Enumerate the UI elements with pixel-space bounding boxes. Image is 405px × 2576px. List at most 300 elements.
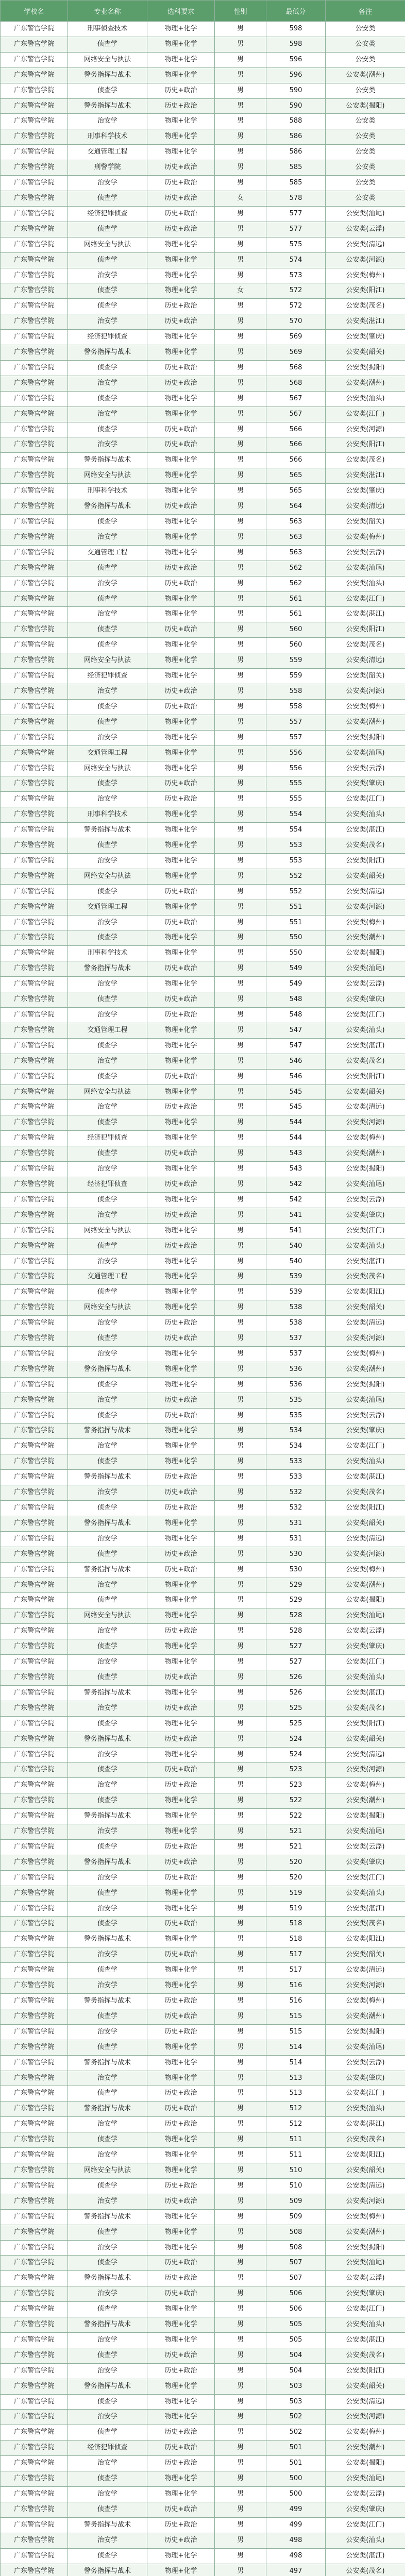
cell-school: 广东警官学院 bbox=[1, 1670, 68, 1685]
cell-note: 公安类(韶关) bbox=[326, 669, 405, 684]
table-row bbox=[1, 1008, 405, 1023]
cell-major: 治安学 bbox=[68, 2286, 147, 2302]
cell-note: 公安类(韶关) bbox=[326, 1516, 405, 1531]
cell-subjects: 物理+化学 bbox=[147, 67, 215, 83]
cell-subjects: 物理+化学 bbox=[147, 669, 215, 684]
cell-min-score: 517 bbox=[266, 1947, 326, 1963]
table-row bbox=[1, 2332, 405, 2348]
table-row bbox=[1, 900, 405, 915]
cell-subjects: 物理+化学 bbox=[147, 2394, 215, 2410]
cell-min-score: 549 bbox=[266, 961, 326, 977]
cell-min-score: 532 bbox=[266, 1501, 326, 1516]
table-row bbox=[1, 1054, 405, 1069]
cell-major: 警务指挥与战术 bbox=[68, 961, 147, 977]
cell-min-score: 577 bbox=[266, 206, 326, 222]
cell-gender: 男 bbox=[215, 1162, 266, 1177]
cell-gender: 男 bbox=[215, 2441, 266, 2456]
cell-min-score: 511 bbox=[266, 2148, 326, 2163]
cell-min-score: 555 bbox=[266, 776, 326, 792]
cell-major: 网络安全与执法 bbox=[68, 52, 147, 67]
cell-major: 治安学 bbox=[68, 1100, 147, 1115]
col-header-school: 学校名 bbox=[1, 1, 68, 22]
cell-min-score: 566 bbox=[266, 453, 326, 468]
cell-school: 广东警官学院 bbox=[1, 1685, 68, 1701]
table-row bbox=[1, 2194, 405, 2209]
cell-gender: 男 bbox=[215, 330, 266, 345]
table-row bbox=[1, 299, 405, 314]
cell-school: 广东警官学院 bbox=[1, 314, 68, 330]
cell-subjects: 物理+化学 bbox=[147, 1685, 215, 1701]
cell-subjects: 物理+化学 bbox=[147, 22, 215, 37]
cell-subjects: 历史+政治 bbox=[147, 222, 215, 237]
cell-gender: 男 bbox=[215, 1208, 266, 1223]
cell-note: 公安类(江门) bbox=[326, 2302, 405, 2317]
table-row bbox=[1, 1131, 405, 1146]
cell-subjects: 历史+政治 bbox=[147, 2086, 215, 2102]
cell-major: 治安学 bbox=[68, 2533, 147, 2548]
cell-subjects: 物理+化学 bbox=[147, 1346, 215, 1362]
cell-gender: 男 bbox=[215, 2148, 266, 2163]
cell-school: 广东警官学院 bbox=[1, 437, 68, 453]
cell-gender: 男 bbox=[215, 1624, 266, 1639]
cell-gender: 男 bbox=[215, 98, 266, 114]
cell-subjects: 物理+化学 bbox=[147, 2564, 215, 2576]
table-row bbox=[1, 1115, 405, 1131]
cell-subjects: 历史+政治 bbox=[147, 1994, 215, 2009]
cell-note: 公安类(河源) bbox=[326, 252, 405, 268]
cell-note: 公安类(清远) bbox=[326, 1316, 405, 1331]
cell-min-score: 522 bbox=[266, 1809, 326, 1824]
table-row bbox=[1, 699, 405, 715]
cell-min-score: 533 bbox=[266, 1470, 326, 1485]
cell-gender: 男 bbox=[215, 145, 266, 160]
cell-subjects: 物理+化学 bbox=[147, 823, 215, 838]
table-row bbox=[1, 1285, 405, 1300]
cell-gender: 男 bbox=[215, 1994, 266, 2009]
cell-school: 广东警官学院 bbox=[1, 191, 68, 206]
cell-school: 广东警官学院 bbox=[1, 2394, 68, 2410]
cell-school: 广东警官学院 bbox=[1, 98, 68, 114]
cell-gender: 男 bbox=[215, 653, 266, 669]
cell-school: 广东警官学院 bbox=[1, 1069, 68, 1084]
cell-gender: 男 bbox=[215, 1131, 266, 1146]
table-row bbox=[1, 823, 405, 838]
table-row bbox=[1, 1762, 405, 1778]
cell-gender: 男 bbox=[215, 2256, 266, 2271]
cell-gender: 男 bbox=[215, 1038, 266, 1054]
cell-major: 侦查学 bbox=[68, 283, 147, 299]
cell-school: 广东警官学院 bbox=[1, 838, 68, 854]
cell-gender: 男 bbox=[215, 869, 266, 884]
table-row bbox=[1, 314, 405, 330]
cell-note: 公安类(梅州) bbox=[326, 2425, 405, 2441]
cell-min-score: 502 bbox=[266, 2425, 326, 2441]
cell-min-score: 534 bbox=[266, 1423, 326, 1439]
cell-subjects: 历史+政治 bbox=[147, 2117, 215, 2132]
cell-school: 广东警官学院 bbox=[1, 699, 68, 715]
cell-subjects: 物理+化学 bbox=[147, 2132, 215, 2148]
cell-major: 治安学 bbox=[68, 268, 147, 283]
cell-gender: 男 bbox=[215, 730, 266, 745]
cell-subjects: 历史+政治 bbox=[147, 1501, 215, 1516]
cell-subjects: 历史+政治 bbox=[147, 1917, 215, 1932]
cell-major: 侦查学 bbox=[68, 699, 147, 715]
cell-note: 公安类(揭阳) bbox=[326, 360, 405, 376]
table-row bbox=[1, 176, 405, 191]
cell-min-score: 554 bbox=[266, 823, 326, 838]
cell-gender: 男 bbox=[215, 530, 266, 545]
table-row bbox=[1, 1485, 405, 1501]
cell-school: 广东警官学院 bbox=[1, 1223, 68, 1239]
cell-note: 公安类(汕头) bbox=[326, 1023, 405, 1038]
cell-subjects: 历史+政治 bbox=[147, 2456, 215, 2471]
cell-school: 广东警官学院 bbox=[1, 1886, 68, 1901]
cell-school: 广东警官学院 bbox=[1, 2225, 68, 2240]
cell-school: 广东警官学院 bbox=[1, 607, 68, 622]
cell-major: 侦查学 bbox=[68, 561, 147, 576]
cell-school: 广东警官学院 bbox=[1, 1593, 68, 1608]
cell-note: 公安类(湛江) bbox=[326, 1470, 405, 1485]
cell-gender: 男 bbox=[215, 22, 266, 37]
cell-major: 警务指挥与战术 bbox=[68, 1932, 147, 1947]
table-row bbox=[1, 1809, 405, 1824]
cell-subjects: 物理+化学 bbox=[147, 853, 215, 869]
table-row bbox=[1, 638, 405, 653]
cell-school: 广东警官学院 bbox=[1, 1917, 68, 1932]
cell-major: 交通管理工程 bbox=[68, 745, 147, 761]
cell-note: 公安类(潮州) bbox=[326, 376, 405, 391]
cell-min-score: 567 bbox=[266, 406, 326, 422]
cell-subjects: 历史+政治 bbox=[147, 1146, 215, 1162]
cell-subjects: 物理+化学 bbox=[147, 1747, 215, 1762]
cell-gender: 男 bbox=[215, 2379, 266, 2394]
cell-gender: 男 bbox=[215, 853, 266, 869]
cell-subjects: 历史+政治 bbox=[147, 2517, 215, 2533]
table-row bbox=[1, 561, 405, 576]
table-row bbox=[1, 1793, 405, 1809]
cell-min-score: 558 bbox=[266, 684, 326, 699]
cell-subjects: 物理+化学 bbox=[147, 484, 215, 499]
cell-major: 治安学 bbox=[68, 1393, 147, 1408]
cell-school: 广东警官学院 bbox=[1, 545, 68, 561]
cell-major: 侦查学 bbox=[68, 1501, 147, 1516]
cell-note: 公安类 bbox=[326, 52, 405, 67]
cell-major: 治安学 bbox=[68, 376, 147, 391]
table-row bbox=[1, 437, 405, 453]
cell-school: 广东警官学院 bbox=[1, 1855, 68, 1870]
cell-school: 广东警官学院 bbox=[1, 1300, 68, 1316]
cell-note: 公安类(阳江) bbox=[326, 283, 405, 299]
cell-major: 侦查学 bbox=[68, 1670, 147, 1685]
table-row bbox=[1, 2456, 405, 2471]
cell-note: 公安类(江门) bbox=[326, 1439, 405, 1454]
cell-major: 侦查学 bbox=[68, 2425, 147, 2441]
cell-major: 警务指挥与战术 bbox=[68, 499, 147, 515]
cell-min-score: 537 bbox=[266, 1346, 326, 1362]
cell-note: 公安类(湛江) bbox=[326, 1901, 405, 1917]
table-row bbox=[1, 807, 405, 823]
table-row bbox=[1, 1177, 405, 1192]
col-header-gender: 性别 bbox=[215, 1, 266, 22]
cell-note: 公安类(汕尾) bbox=[326, 206, 405, 222]
cell-note: 公安类(河源) bbox=[326, 422, 405, 437]
cell-school: 广东警官学院 bbox=[1, 807, 68, 823]
cell-subjects: 历史+政治 bbox=[147, 1732, 215, 1747]
cell-major: 警务指挥与战术 bbox=[68, 98, 147, 114]
cell-note: 公安类(云浮) bbox=[326, 545, 405, 561]
table-row bbox=[1, 2102, 405, 2117]
cell-subjects: 物理+化学 bbox=[147, 591, 215, 607]
cell-subjects: 物理+化学 bbox=[147, 946, 215, 961]
cell-major: 治安学 bbox=[68, 730, 147, 745]
cell-subjects: 物理+化学 bbox=[147, 2071, 215, 2086]
cell-school: 广东警官学院 bbox=[1, 2302, 68, 2317]
cell-subjects: 历史+政治 bbox=[147, 360, 215, 376]
table-row bbox=[1, 1377, 405, 1393]
cell-note: 公安类(汕头) bbox=[326, 1239, 405, 1254]
cell-gender: 男 bbox=[215, 314, 266, 330]
cell-major: 治安学 bbox=[68, 1870, 147, 1886]
cell-school: 广东警官学院 bbox=[1, 1362, 68, 1377]
cell-school: 广东警官学院 bbox=[1, 2086, 68, 2102]
cell-school: 广东警官学院 bbox=[1, 1516, 68, 1531]
cell-school: 广东警官学院 bbox=[1, 22, 68, 37]
cell-subjects: 历史+政治 bbox=[147, 2102, 215, 2117]
cell-min-score: 523 bbox=[266, 1778, 326, 1793]
cell-note: 公安类(肇庆) bbox=[326, 1639, 405, 1655]
cell-subjects: 历史+政治 bbox=[147, 2425, 215, 2441]
cell-subjects: 历史+政治 bbox=[147, 2271, 215, 2286]
cell-note: 公安类(汕尾) bbox=[326, 745, 405, 761]
table-row bbox=[1, 2271, 405, 2286]
cell-major: 治安学 bbox=[68, 1778, 147, 1793]
cell-min-score: 570 bbox=[266, 314, 326, 330]
table-row bbox=[1, 1855, 405, 1870]
cell-school: 广东警官学院 bbox=[1, 237, 68, 252]
cell-gender: 男 bbox=[215, 222, 266, 237]
cell-subjects: 物理+化学 bbox=[147, 283, 215, 299]
cell-major: 治安学 bbox=[68, 2240, 147, 2256]
header-row bbox=[1, 1, 405, 22]
cell-subjects: 历史+政治 bbox=[147, 961, 215, 977]
cell-major: 治安学 bbox=[68, 2363, 147, 2379]
table-row bbox=[1, 1593, 405, 1608]
cell-school: 广东警官学院 bbox=[1, 2163, 68, 2178]
cell-major: 侦查学 bbox=[68, 1377, 147, 1393]
table-row bbox=[1, 1038, 405, 1054]
cell-major: 警务指挥与战术 bbox=[68, 1562, 147, 1578]
cell-min-score: 524 bbox=[266, 1747, 326, 1762]
cell-major: 侦查学 bbox=[68, 1115, 147, 1131]
cell-gender: 男 bbox=[215, 1439, 266, 1454]
cell-school: 广东警官学院 bbox=[1, 1269, 68, 1285]
cell-note: 公安类(梅州) bbox=[326, 915, 405, 930]
cell-min-score: 518 bbox=[266, 1917, 326, 1932]
cell-school: 广东警官学院 bbox=[1, 715, 68, 730]
cell-school: 广东警官学院 bbox=[1, 283, 68, 299]
cell-subjects: 历史+政治 bbox=[147, 1870, 215, 1886]
cell-min-score: 562 bbox=[266, 561, 326, 576]
cell-major: 治安学 bbox=[68, 1824, 147, 1840]
cell-min-score: 510 bbox=[266, 2163, 326, 2178]
table-row bbox=[1, 1208, 405, 1223]
cell-note: 公安类(茂名) bbox=[326, 299, 405, 314]
cell-min-score: 514 bbox=[266, 2040, 326, 2055]
cell-major: 警务指挥与战术 bbox=[68, 2564, 147, 2576]
cell-school: 广东警官学院 bbox=[1, 1115, 68, 1131]
cell-min-score: 549 bbox=[266, 977, 326, 992]
cell-subjects: 物理+化学 bbox=[147, 515, 215, 530]
table-row bbox=[1, 1655, 405, 1670]
cell-note: 公安类 bbox=[326, 22, 405, 37]
cell-gender: 男 bbox=[215, 2071, 266, 2086]
cell-note: 公安类(茂名) bbox=[326, 2564, 405, 2576]
cell-school: 广东警官学院 bbox=[1, 2271, 68, 2286]
cell-min-score: 563 bbox=[266, 515, 326, 530]
cell-school: 广东警官学院 bbox=[1, 1131, 68, 1146]
cell-gender: 男 bbox=[215, 1485, 266, 1501]
cell-subjects: 历史+政治 bbox=[147, 376, 215, 391]
cell-major: 刑事科学技术 bbox=[68, 129, 147, 145]
cell-subjects: 物理+化学 bbox=[147, 1054, 215, 1069]
cell-subjects: 历史+政治 bbox=[147, 2256, 215, 2271]
cell-subjects: 物理+化学 bbox=[147, 1038, 215, 1054]
table-row bbox=[1, 530, 405, 545]
cell-subjects: 历史+政治 bbox=[147, 1562, 215, 1578]
cell-school: 广东警官学院 bbox=[1, 206, 68, 222]
cell-gender: 男 bbox=[215, 1793, 266, 1809]
cell-school: 广东警官学院 bbox=[1, 345, 68, 361]
cell-gender: 男 bbox=[215, 499, 266, 515]
cell-major: 侦查学 bbox=[68, 1454, 147, 1470]
cell-major: 经济犯罪侦查 bbox=[68, 2441, 147, 2456]
cell-major: 刑警学院 bbox=[68, 160, 147, 176]
table-row bbox=[1, 1685, 405, 1701]
cell-school: 广东警官学院 bbox=[1, 1978, 68, 1994]
cell-major: 交通管理工程 bbox=[68, 1023, 147, 1038]
cell-school: 广东警官学院 bbox=[1, 1716, 68, 1732]
table-row bbox=[1, 2517, 405, 2533]
cell-min-score: 534 bbox=[266, 1439, 326, 1454]
cell-note: 公安类(湛江) bbox=[326, 607, 405, 622]
cell-note: 公安类 bbox=[326, 37, 405, 52]
cell-subjects: 历史+政治 bbox=[147, 83, 215, 98]
cell-major: 警务指挥与战术 bbox=[68, 1809, 147, 1824]
cell-school: 广东警官学院 bbox=[1, 2055, 68, 2071]
cell-gender: 男 bbox=[215, 2564, 266, 2576]
cell-note: 公安类(湛江) bbox=[326, 314, 405, 330]
cell-note: 公安类(汕尾) bbox=[326, 2256, 405, 2271]
cell-min-score: 515 bbox=[266, 2009, 326, 2024]
table-row bbox=[1, 1146, 405, 1162]
cell-note: 公安类(河源) bbox=[326, 1762, 405, 1778]
table-row bbox=[1, 1470, 405, 1485]
cell-note: 公安类(韶关) bbox=[326, 869, 405, 884]
cell-gender: 男 bbox=[215, 1670, 266, 1685]
cell-school: 广东警官学院 bbox=[1, 67, 68, 83]
table-row bbox=[1, 2286, 405, 2302]
cell-min-score: 501 bbox=[266, 2456, 326, 2471]
table-row bbox=[1, 1716, 405, 1732]
cell-gender: 男 bbox=[215, 1732, 266, 1747]
cell-school: 广东警官学院 bbox=[1, 1501, 68, 1516]
cell-school: 广东警官学院 bbox=[1, 1839, 68, 1855]
cell-min-score: 559 bbox=[266, 669, 326, 684]
cell-major: 网络安全与执法 bbox=[68, 468, 147, 484]
cell-major: 警务指挥与战术 bbox=[68, 823, 147, 838]
cell-min-score: 540 bbox=[266, 1239, 326, 1254]
cell-major: 侦查学 bbox=[68, 1886, 147, 1901]
cell-min-score: 498 bbox=[266, 2548, 326, 2564]
cell-subjects: 物理+化学 bbox=[147, 1655, 215, 1670]
cell-school: 广东警官学院 bbox=[1, 2487, 68, 2502]
cell-gender: 男 bbox=[215, 1377, 266, 1393]
table-row bbox=[1, 915, 405, 930]
cell-gender: 男 bbox=[215, 360, 266, 376]
cell-subjects: 历史+政治 bbox=[147, 1547, 215, 1562]
cell-gender: 男 bbox=[215, 1747, 266, 1762]
cell-note: 公安类 bbox=[326, 114, 405, 129]
cell-major: 治安学 bbox=[68, 176, 147, 191]
cell-major: 警务指挥与战术 bbox=[68, 2209, 147, 2225]
cell-note: 公安类(清远) bbox=[326, 1531, 405, 1547]
cell-min-score: 509 bbox=[266, 2209, 326, 2225]
cell-note: 公安类(汕尾) bbox=[326, 1824, 405, 1840]
cell-subjects: 历史+政治 bbox=[147, 437, 215, 453]
cell-major: 侦查学 bbox=[68, 1716, 147, 1732]
cell-subjects: 物理+化学 bbox=[147, 638, 215, 653]
cell-min-score: 554 bbox=[266, 807, 326, 823]
cell-note: 公安类(汕尾) bbox=[326, 1608, 405, 1624]
table-row bbox=[1, 853, 405, 869]
cell-major: 侦查学 bbox=[68, 2132, 147, 2148]
cell-gender: 男 bbox=[215, 252, 266, 268]
table-row bbox=[1, 1454, 405, 1470]
cell-gender: 男 bbox=[215, 160, 266, 176]
cell-gender: 男 bbox=[215, 669, 266, 684]
cell-subjects: 物理+化学 bbox=[147, 1423, 215, 1439]
cell-school: 广东警官学院 bbox=[1, 2332, 68, 2348]
cell-school: 广东警官学院 bbox=[1, 1454, 68, 1470]
cell-min-score: 551 bbox=[266, 900, 326, 915]
table-row bbox=[1, 2410, 405, 2425]
cell-min-score: 557 bbox=[266, 715, 326, 730]
table-row bbox=[1, 2471, 405, 2487]
table-row bbox=[1, 2225, 405, 2240]
table-row bbox=[1, 515, 405, 530]
cell-school: 广东警官学院 bbox=[1, 638, 68, 653]
cell-min-score: 542 bbox=[266, 1192, 326, 1208]
cell-gender: 男 bbox=[215, 37, 266, 52]
cell-note: 公安类 bbox=[326, 160, 405, 176]
cell-gender: 男 bbox=[215, 2302, 266, 2317]
cell-major: 治安学 bbox=[68, 684, 147, 699]
cell-subjects: 物理+化学 bbox=[147, 977, 215, 992]
table-header bbox=[1, 1, 405, 22]
cell-note: 公安类(汕头) bbox=[326, 2317, 405, 2333]
cell-major: 治安学 bbox=[68, 1485, 147, 1501]
cell-gender: 男 bbox=[215, 1393, 266, 1408]
cell-note: 公安类(江门) bbox=[326, 2517, 405, 2533]
cell-note: 公安类(韶关) bbox=[326, 2163, 405, 2178]
cell-gender: 男 bbox=[215, 1562, 266, 1578]
cell-major: 侦查学 bbox=[68, 37, 147, 52]
cell-gender: 男 bbox=[215, 2332, 266, 2348]
cell-school: 广东警官学院 bbox=[1, 961, 68, 977]
cell-min-score: 525 bbox=[266, 1701, 326, 1716]
cell-gender: 男 bbox=[215, 237, 266, 252]
cell-note: 公安类(汕尾) bbox=[326, 561, 405, 576]
